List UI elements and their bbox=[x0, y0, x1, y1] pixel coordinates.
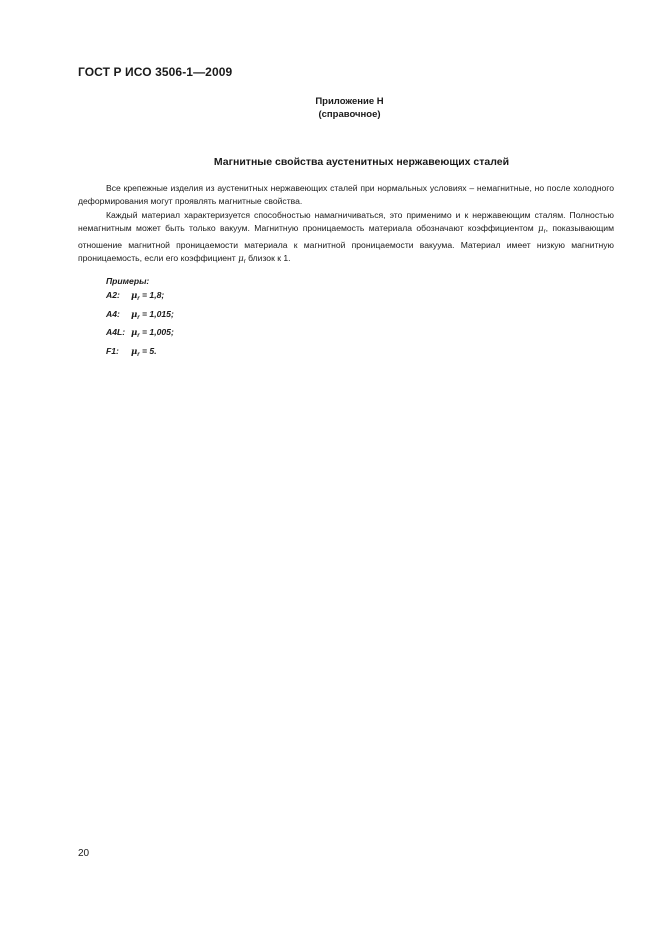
mu-subscript: r bbox=[243, 259, 246, 266]
mu-symbol: μ bbox=[131, 346, 138, 357]
mu-subscript: r bbox=[137, 296, 140, 303]
paragraph-2-part-2: , показывающим отношение магнитной проницаемости материала к магнитной проницаемости вакуума. Материал имеет низкую магнитную проницаемость, если его коэффициент bbox=[78, 222, 614, 264]
paragraph-1: Все крепежные изделия из аустенитных нержавеющих сталей при нормальных условиях – немагнитные, но после холодного деформирования могут проявлять магнитные свойства. bbox=[78, 183, 614, 207]
paragraph-2 bbox=[78, 209, 614, 270]
example-value bbox=[131, 344, 157, 363]
example-value bbox=[131, 288, 164, 307]
example-number: = 1,8; bbox=[139, 290, 165, 301]
document-body bbox=[78, 182, 614, 362]
paragraph-2-part-1: Каждый материал характеризуется способностью намагничиваться, это применимо и к нержавеющим сталям. Полностью немагнитным может быть только вакуум. Магнитную проницаемость материала обозначают коэффициентом bbox=[78, 209, 614, 233]
example-number: = 1,005; bbox=[139, 327, 174, 338]
example-label: F1: bbox=[106, 345, 119, 356]
mu-symbol: μ bbox=[537, 223, 544, 234]
appendix-heading bbox=[0, 95, 661, 121]
examples-block bbox=[106, 274, 614, 363]
example-label: A4L: bbox=[106, 327, 126, 338]
example-number: = 5. bbox=[139, 345, 157, 356]
example-row bbox=[78, 344, 614, 363]
standard-header: ГОСТ Р ИСО 3506-1—2009 bbox=[78, 65, 233, 79]
appendix-subtitle: (справочное) bbox=[318, 109, 381, 120]
example-value bbox=[131, 325, 174, 344]
example-number: = 1,015; bbox=[139, 308, 174, 319]
page-number: 20 bbox=[78, 848, 90, 859]
mu-subscript: r bbox=[543, 228, 546, 235]
example-label: A4: bbox=[106, 308, 120, 319]
mu-symbol: μ bbox=[131, 291, 138, 302]
example-row bbox=[78, 288, 614, 307]
mu-subscript: r bbox=[137, 333, 140, 340]
example-label: A2: bbox=[106, 290, 120, 301]
mu-symbol: μ bbox=[131, 309, 138, 320]
mu-subscript: r bbox=[137, 351, 140, 358]
examples-heading: Примеры: bbox=[106, 275, 150, 286]
section-title bbox=[0, 156, 661, 168]
appendix-title: Приложение Н bbox=[315, 96, 384, 107]
mu-subscript: r bbox=[137, 314, 140, 321]
mu-symbol: μ bbox=[131, 328, 138, 339]
section-title-text: Магнитные свойства аустенитных нержавеющих сталей bbox=[213, 156, 510, 168]
example-value bbox=[131, 307, 174, 326]
paragraph-2-part-3: близок к 1. bbox=[245, 253, 291, 264]
example-row bbox=[78, 307, 614, 326]
mu-symbol: μ bbox=[238, 254, 244, 265]
example-row bbox=[78, 325, 614, 344]
